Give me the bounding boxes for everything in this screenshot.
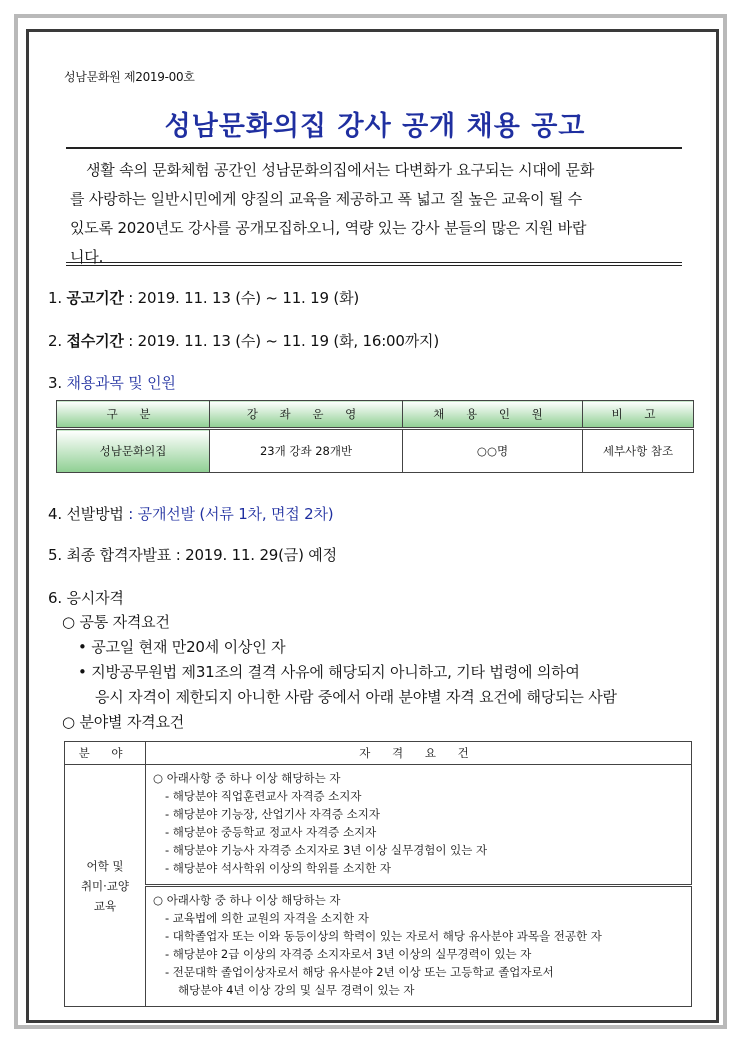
- common-item: • 공고일 현재 만20세 이상인 자: [78, 638, 286, 656]
- recruit-table: [56, 400, 694, 473]
- section-value: 2019. 11. 29(금) 예정: [185, 546, 337, 564]
- section-number: 4.: [48, 505, 62, 523]
- section-label: 선발방법: [66, 505, 124, 523]
- qual-header-row: [65, 742, 692, 765]
- requirement-item: - 대학졸업자 또는 이와 동등이상의 학력이 있는 자로서 해당 유사분야 과목을 전공한 자: [165, 929, 602, 943]
- requirement-block: [146, 765, 692, 886]
- document-number: 성남문화원 제2019-00호: [64, 70, 195, 84]
- requirement-item: - 해당분야 기능장, 산업기사 자격증 소지자: [165, 807, 380, 821]
- requirement-item: - 해당분야 중등학교 정교사 자격증 소지자: [165, 825, 377, 839]
- intro-line: 를 사랑하는 일반시민에게 양질의 교육을 제공하고 폭 넓고 질 높은 교육이 될 수: [70, 190, 583, 208]
- table-cell: 성남문화의집: [57, 429, 210, 473]
- table-row: [65, 765, 692, 886]
- common-heading: ○ 공통 자격요건: [62, 613, 170, 631]
- common-item: 응시 자격이 제한되지 아니한 사람 중에서 아래 분야별 자격 요건에 해당되는 사람: [95, 688, 617, 706]
- requirement-lead: ○ 아래사항 중 하나 이상 해당하는 자: [153, 893, 341, 907]
- col-header: 강 좌 운 영: [210, 401, 403, 429]
- table-row: [65, 886, 692, 1007]
- requirement-item: 해당분야 4년 이상 강의 및 실무 경력이 있는 자: [178, 983, 415, 997]
- table-cell: 세부사항 참조: [583, 429, 694, 473]
- qualification-table: [64, 741, 692, 1007]
- requirement-item: - 교육법에 의한 교원의 자격을 소지한 자: [165, 911, 369, 925]
- intro-line: 있도록 2020년도 강사를 공개모집하오니, 역량 있는 강사 분들의 많은 지원 바랍: [70, 219, 587, 237]
- requirement-item: - 해당분야 직업훈련교사 자격증 소지자: [165, 789, 362, 803]
- common-item: • 지방공무원법 제31조의 결격 사유에 해당되지 아니하고, 기타 법령에 의하여: [78, 663, 580, 681]
- section-selection-method: 4. 선발방법 : 공개선발 (서류 1차, 면접 2차): [48, 505, 334, 523]
- section-number: 2.: [48, 332, 62, 350]
- col-header: 채 용 인 원: [403, 401, 583, 429]
- requirement-block: [146, 886, 692, 1007]
- section-number: 3.: [48, 374, 62, 392]
- requirement-item: - 전문대학 졸업이상자로서 해당 유사분야 2년 이상 또는 고등학교 졸업자로서: [165, 965, 554, 979]
- table-cell: 23개 강좌 28개반: [210, 429, 403, 473]
- section-value: 공개선발 (서류 1차, 면접 2차): [137, 505, 334, 523]
- section-number: 5.: [48, 546, 62, 564]
- section-application-period: 2. 접수기간 : 2019. 11. 13 (수) ~ 11. 19 (화, 16:00까지): [48, 332, 439, 350]
- field-cell: 어학 및 취미·교양 교육: [65, 765, 146, 1007]
- section-announcement-period: 1. 공고기간 : 2019. 11. 13 (수) ~ 11. 19 (화): [48, 289, 360, 307]
- requirement-item: - 해당분야 석사학위 이상의 학위를 소지한 자: [165, 861, 392, 875]
- section-label: 최종 합격자발표: [66, 546, 172, 564]
- document-title: 성남문화의집 강사 공개 채용 공고: [164, 111, 586, 142]
- section-label: 접수기간: [66, 332, 124, 350]
- col-header: 구 분: [57, 401, 210, 429]
- requirement-lead: ○ 아래사항 중 하나 이상 해당하는 자: [153, 771, 341, 785]
- col-header: 비 고: [583, 401, 694, 429]
- requirement-item: - 해당분야 2급 이상의 자격증 소지자로서 3년 이상의 실무경력이 있는 자: [165, 947, 532, 961]
- section-label: 응시자격: [66, 589, 124, 607]
- section-label: 채용과목 및 인원: [66, 374, 176, 392]
- requirement-item: - 해당분야 기능사 자격증 소지자로 3년 이상 실무경험이 있는 자: [165, 843, 488, 857]
- section-subjects: [48, 372, 176, 393]
- intro-line: 생활 속의 문화체험 공간인 성남문화의집에서는 다변화가 요구되는 시대에 문화: [86, 161, 595, 179]
- table-cell: ○○명: [403, 429, 583, 473]
- section-final-announcement: 5. 최종 합격자발표 : 2019. 11. 29(금) 예정: [48, 546, 337, 564]
- section-number: 6.: [48, 589, 62, 607]
- col-header: 자 격 요 건: [146, 742, 692, 765]
- section-value: 2019. 11. 13 (수) ~ 11. 19 (화): [137, 289, 360, 307]
- section-value: 2019. 11. 13 (수) ~ 11. 19 (화, 16:00까지): [137, 332, 439, 350]
- intro-line: 니다.: [70, 248, 104, 266]
- col-header: 분 야: [65, 742, 146, 765]
- field-heading: ○ 분야별 자격요건: [62, 713, 185, 731]
- section-eligibility: [48, 587, 124, 608]
- recruit-header-row: [57, 401, 694, 429]
- section-number: 1.: [48, 289, 62, 307]
- table-row: [57, 429, 694, 473]
- intro-paragraph: [70, 156, 680, 272]
- section-label: 공고기간: [66, 289, 124, 307]
